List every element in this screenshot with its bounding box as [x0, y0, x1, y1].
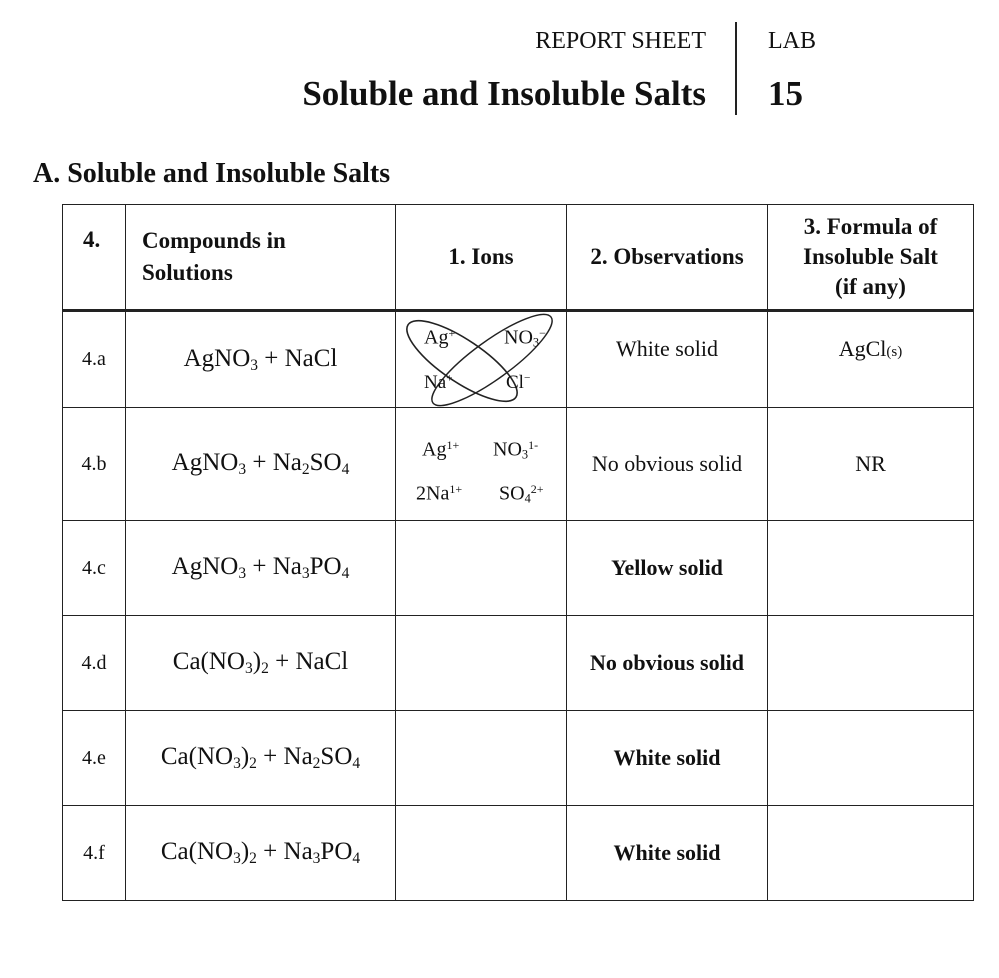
table-row	[63, 408, 974, 521]
ion-no3: $NO_3^{1-}$	[493, 438, 539, 462]
observation-cell: White solid	[567, 311, 768, 408]
header-number: 4.	[63, 205, 126, 311]
plus-sign: +	[275, 648, 290, 676]
formula-cell	[768, 711, 974, 806]
compound-cell: AgNO$_3$ + $Na_2SO_4$	[126, 408, 396, 521]
ions-cell	[396, 806, 567, 901]
section-heading: A. Soluble and Insoluble Salts	[33, 158, 391, 189]
reactant1: Ca(NO	[172, 648, 245, 676]
plus-sign: +	[264, 344, 279, 372]
table-header-row	[63, 205, 974, 311]
ion-cl: Cl−	[506, 372, 531, 393]
header-formula-line2: Insoluble Salt	[803, 244, 938, 269]
plus-sign: +	[263, 838, 278, 866]
report-table	[62, 204, 974, 901]
ions-cell	[396, 311, 567, 408]
table-row	[63, 311, 974, 408]
lab-number: 15	[768, 74, 803, 113]
reactant1: AgNO	[183, 344, 251, 372]
header-divider	[735, 22, 737, 115]
formula-main: AgCl	[838, 336, 887, 361]
reactant2: Na	[272, 449, 302, 477]
row-label: 4.a	[63, 311, 126, 408]
ions-cell	[396, 711, 567, 806]
row-label: 4.b	[63, 408, 126, 521]
plus-sign: +	[263, 743, 278, 771]
reactant1: Ca(NO	[160, 743, 234, 771]
page-title: Soluble and Insoluble Salts	[302, 74, 706, 113]
ion-so4: $SO_4^{2+}$	[499, 482, 544, 506]
table-row	[63, 521, 974, 616]
compound-cell: AgNO$_3$ + $Na_3PO_4$	[126, 521, 396, 616]
formula-cell	[768, 311, 974, 408]
compound-cell	[126, 311, 396, 408]
observation-cell: White solid	[567, 711, 768, 806]
reactant2: Na	[272, 553, 302, 581]
formula-state: (s)	[886, 344, 903, 360]
reactant1: AgNO	[171, 553, 239, 581]
report-sheet-label: REPORT SHEET	[535, 28, 706, 54]
compound-cell: $Ca(NO_3)_2 + Na_2SO_4$	[126, 711, 396, 806]
lab-label: LAB	[768, 28, 816, 54]
table-row	[63, 711, 974, 806]
observation-cell: No obvious solid	[567, 616, 768, 711]
ions-cell	[396, 616, 567, 711]
reactant2: NaCl	[295, 648, 349, 676]
ions-cell	[396, 408, 567, 521]
compound-cell: $Ca(NO_3)_2$ + NaCl	[126, 616, 396, 711]
compound-cell: $Ca(NO_3)_2 + Na_3PO_4$	[126, 806, 396, 901]
table-row	[63, 616, 974, 711]
header-compounds-line1: Compounds in	[142, 228, 286, 253]
header-formula-line1: 3. Formula of	[803, 214, 938, 239]
header-ions: 1. Ions	[396, 205, 567, 311]
ions-cell	[396, 521, 567, 616]
reactant2: Na	[283, 743, 313, 771]
reactant2: NaCl	[284, 344, 338, 372]
reactant1: AgNO	[171, 449, 239, 477]
header-formula-line3: (if any)	[835, 274, 906, 299]
header-formula	[768, 205, 974, 311]
reactant2: Na	[283, 838, 313, 866]
ion-ag: Ag+	[424, 326, 456, 349]
formula-cell	[768, 521, 974, 616]
plus-sign: +	[252, 449, 267, 477]
formula-cell: NR	[768, 408, 974, 521]
observation-cell: White solid	[567, 806, 768, 901]
row-label: 4.c	[63, 521, 126, 616]
formula-cell	[768, 616, 974, 711]
plus-sign: +	[252, 553, 267, 581]
ion-no3: $NO_3^-$	[504, 326, 546, 350]
row-label: 4.e	[63, 711, 126, 806]
observation-cell: No obvious solid	[567, 408, 768, 521]
ion-na: Na+	[424, 372, 453, 393]
header-compounds	[126, 205, 396, 311]
ion-na: $2Na^{1+}$	[416, 482, 463, 505]
row-label: 4.f	[63, 806, 126, 901]
row-label: 4.d	[63, 616, 126, 711]
header-observations: 2. Observations	[567, 205, 768, 311]
formula-cell	[768, 806, 974, 901]
reactant1-subscript: 3	[238, 460, 247, 478]
header-compounds-line2: Solutions	[142, 260, 233, 285]
reactant1: Ca(NO	[160, 838, 234, 866]
ion-ag: $Ag^{1+}$	[422, 438, 460, 461]
observation-cell: Yellow solid	[567, 521, 768, 616]
table-row	[63, 806, 974, 901]
reactant1-subscript: 3	[250, 356, 259, 374]
